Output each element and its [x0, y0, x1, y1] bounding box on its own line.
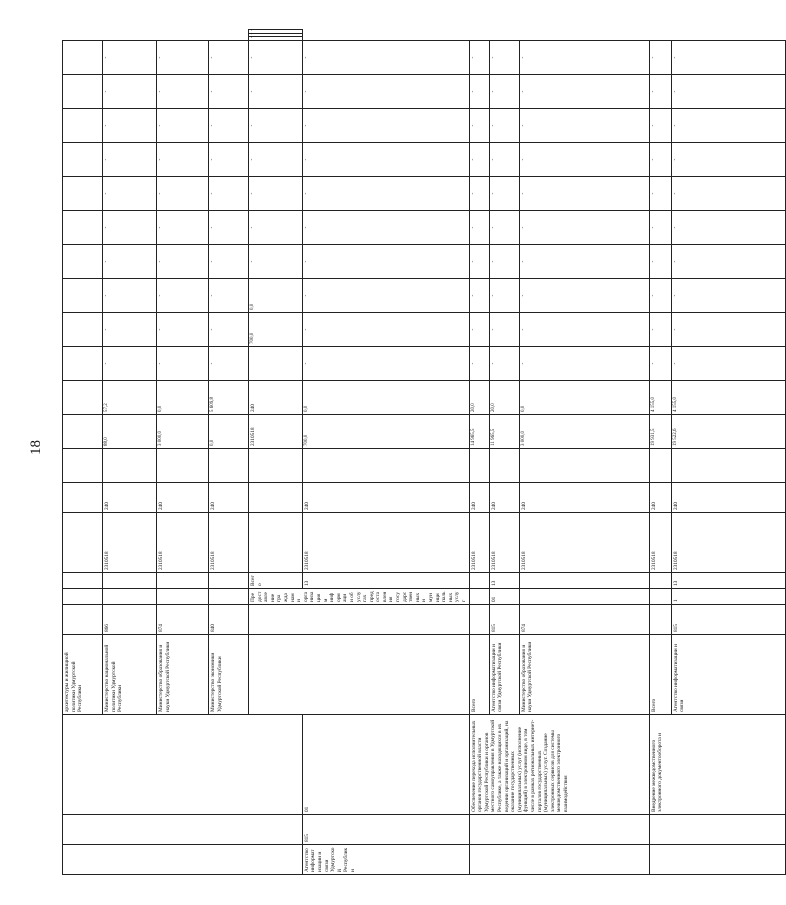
cell-years.4: -: [249, 211, 303, 245]
cell-index: [469, 845, 649, 875]
cell-grbs: [249, 513, 303, 573]
cell-years.5: -: [671, 279, 785, 313]
cell-years.4: -: [671, 313, 785, 347]
cell-years.1: 11 965,5: [489, 415, 519, 449]
cell-cs: [63, 513, 103, 573]
cell-rz: [157, 589, 209, 605]
cell-pr: [519, 573, 649, 589]
cell-years.11: -: [249, 33, 303, 37]
cell-index: [649, 815, 785, 845]
cell-grbs: 866: [103, 605, 157, 635]
cell-index: [649, 845, 785, 875]
cell-grbs: [469, 605, 489, 635]
cell-cs: 2310518: [489, 513, 519, 573]
cell-years.10: -: [249, 37, 303, 41]
cell-vr: 240: [103, 483, 157, 513]
cell-years.2: 57,2: [103, 381, 157, 415]
cell-years.6: -: [469, 245, 489, 279]
cell-years.9: -: [469, 143, 489, 177]
cell-years.8: -: [649, 177, 671, 211]
cell-years.12: -: [519, 41, 649, 75]
cell-years.9: -: [157, 143, 209, 177]
cell-vr: 240: [519, 483, 649, 513]
cell-years.8: -: [302, 177, 469, 211]
cell-rz: [63, 589, 103, 605]
cell-cs: 2310518: [302, 513, 469, 573]
cell-years.11: -: [671, 75, 785, 109]
cell-rz: 1: [671, 589, 785, 605]
page-number: 18: [28, 440, 44, 455]
cell-years.1: 0,0: [209, 415, 249, 449]
cell-years.10: -: [671, 109, 785, 143]
cell-years.5: -: [249, 177, 303, 211]
cell-years.1: 88,0: [103, 415, 157, 449]
cell-rz: [249, 483, 303, 513]
cell-rz: [103, 589, 157, 605]
cell-years.9: -: [302, 143, 469, 177]
cell-years.11: -: [209, 75, 249, 109]
cell-rz: [519, 589, 649, 605]
cell-years.6: -: [209, 245, 249, 279]
cell-years.7: -: [157, 211, 209, 245]
cell-cs: 2310518: [469, 513, 489, 573]
cell-years.3: -: [157, 347, 209, 381]
cell-index: [469, 815, 649, 845]
cell-years.1: 19 522,6: [671, 415, 785, 449]
cell-years.4: -: [519, 313, 649, 347]
cell-years.3: -: [103, 347, 157, 381]
cell-years.12: -: [489, 41, 519, 75]
cell-years.1: 700,0: [249, 313, 303, 347]
cell-years.8: -: [249, 75, 303, 109]
cell-grbs: 874: [157, 605, 209, 635]
cell-years.8: -: [103, 177, 157, 211]
cell-vr: 240: [209, 483, 249, 513]
cell-years.6: -: [157, 245, 209, 279]
cell-years.2: 4 155,0: [671, 381, 785, 415]
cell-years.6: -: [103, 245, 157, 279]
cell-years.5: -: [103, 279, 157, 313]
cell-years.1: 3 000,0: [519, 415, 649, 449]
cell-years.6: -: [489, 245, 519, 279]
cell-years.8: -: [519, 177, 649, 211]
cell-pr: [157, 573, 209, 589]
table-row: [63, 30, 103, 875]
cell-years.12: -: [157, 41, 209, 75]
cell-years.9: -: [519, 143, 649, 177]
cell-years.6: [63, 245, 103, 279]
cell-years.12: -: [302, 41, 469, 75]
cell-measure: Предоставление гражданам и организациям информации об услугах предоставления государственных и муниципальных услуг: [249, 589, 470, 605]
cell-grbs: 815: [671, 605, 785, 635]
cell-years.3: -: [209, 347, 249, 381]
cell-years.7: -: [671, 211, 785, 245]
cell-years.11: -: [103, 75, 157, 109]
cell-vr: 240: [469, 483, 489, 513]
cell-years.10: -: [157, 109, 209, 143]
cell-years.7: -: [103, 211, 157, 245]
cell-years.12: -: [209, 41, 249, 75]
cell-rz: [209, 589, 249, 605]
cell-years.8: [63, 177, 103, 211]
cell-years.4: -: [157, 313, 209, 347]
cell-years.3: -: [671, 347, 785, 381]
cell-years.5: -: [469, 279, 489, 313]
cell-years.5: [63, 279, 103, 313]
cell-years.12: -: [671, 41, 785, 75]
cell-years.7: -: [249, 109, 303, 143]
cell-years.12: -: [649, 41, 671, 75]
cell-rz: [649, 589, 671, 605]
cell-years.8: -: [209, 177, 249, 211]
cell-years.9: -: [649, 143, 671, 177]
cell-years.7: -: [519, 211, 649, 245]
cell-years.3: [63, 347, 103, 381]
cell-cs: 2310518: [519, 513, 649, 573]
cell-pr: [649, 573, 671, 589]
cell-years.3: -: [302, 347, 469, 381]
cell-years.11: -: [649, 75, 671, 109]
cell-years.12: [63, 41, 103, 75]
cell-years.12: -: [103, 41, 157, 75]
cell-years.11: -: [157, 75, 209, 109]
cell-years.0: [103, 449, 157, 483]
cell-years.8: -: [469, 177, 489, 211]
cell-years.2: 0,0: [302, 381, 469, 415]
cell-years.9: [63, 143, 103, 177]
cell-years.10: -: [302, 109, 469, 143]
cell-years.8: -: [157, 177, 209, 211]
cell-years.7: -: [489, 211, 519, 245]
cell-years.2: 0,0: [519, 381, 649, 415]
cell-executor: Министерство образования и науки Удмуртской Республики: [157, 635, 209, 715]
cell-vr: 240: [302, 483, 469, 513]
cell-years.6: -: [671, 245, 785, 279]
cell-years.5: -: [519, 279, 649, 313]
cell-years.0: [671, 449, 785, 483]
cell-index: [63, 845, 303, 875]
cell-cs: 2310518: [209, 513, 249, 573]
cell-grbs: [63, 605, 103, 635]
cell-cs: 2310518: [157, 513, 209, 573]
cell-years.9: -: [489, 143, 519, 177]
cell-vr: 240: [249, 381, 303, 415]
cell-pr: 13: [489, 573, 519, 589]
cell-years.0: [302, 449, 469, 483]
cell-vr: [63, 483, 103, 513]
cell-executor: Агентство информатизации и связи Удмуртской Республики: [302, 845, 469, 875]
cell-years.10: -: [489, 109, 519, 143]
cell-cs: 2310518: [249, 415, 303, 449]
cell-pr: [103, 573, 157, 589]
cell-years.0: [209, 449, 249, 483]
cell-years.10: [63, 109, 103, 143]
cell-pr: [469, 573, 489, 589]
cell-grbs: 815: [489, 605, 519, 635]
cell-vr: 240: [489, 483, 519, 513]
cell-grbs: 840: [209, 605, 249, 635]
cell-years.6: -: [302, 245, 469, 279]
cell-executor: Агентство информатизации и связи Удмуртской Республики: [489, 635, 519, 715]
cell-grbs: 874: [519, 605, 649, 635]
rotated-table-container: [62, 29, 686, 875]
cell-years.2: 0,0: [249, 279, 303, 313]
cell-years.5: -: [209, 279, 249, 313]
cell-years.11: [63, 75, 103, 109]
cell-years.7: [63, 211, 103, 245]
cell-index: [249, 635, 470, 715]
cell-executor: Всего: [249, 573, 303, 589]
cell-executor: Агентство информатизации и связи: [671, 635, 785, 715]
cell-years.1: [63, 415, 103, 449]
cell-years.0: [469, 449, 489, 483]
cell-vr: 240: [649, 483, 671, 513]
cell-years.1: 14 965,5: [469, 415, 489, 449]
cell-years.11: -: [489, 75, 519, 109]
cell-years.4: -: [649, 313, 671, 347]
cell-pr: 13: [671, 573, 785, 589]
cell-executor: Министерство образования и науки Удмуртской Республики: [519, 635, 649, 715]
table-row: [649, 30, 671, 875]
cell-measure: [63, 715, 303, 815]
budget-table: [62, 29, 786, 875]
cell-years.10: -: [519, 109, 649, 143]
cell-vr: 240: [671, 483, 785, 513]
cell-years.6: -: [249, 143, 303, 177]
cell-years.2: 0,0: [157, 381, 209, 415]
cell-rz: [469, 589, 489, 605]
cell-years.0: [63, 449, 103, 483]
cell-years.11: -: [469, 75, 489, 109]
cell-grbs: 815: [302, 815, 469, 845]
cell-pr: 13: [302, 573, 469, 589]
cell-years.10: -: [209, 109, 249, 143]
cell-cs: 2310518: [103, 513, 157, 573]
cell-grbs: [649, 605, 671, 635]
cell-years.5: -: [302, 279, 469, 313]
cell-years.0: [157, 449, 209, 483]
cell-years.7: -: [469, 211, 489, 245]
cell-executor: Министерство экономики Удмуртской Республики: [209, 635, 249, 715]
cell-years.9: -: [671, 143, 785, 177]
cell-years.0: [489, 449, 519, 483]
cell-years.10: -: [649, 109, 671, 143]
cell-years.4: -: [489, 313, 519, 347]
cell-years.3: -: [469, 347, 489, 381]
cell-rz: 01: [489, 589, 519, 605]
cell-index: [249, 605, 470, 635]
cell-years.10: -: [103, 109, 157, 143]
cell-years.1: 3 000,0: [157, 415, 209, 449]
cell-years.4: -: [302, 313, 469, 347]
cell-years.9: -: [209, 143, 249, 177]
cell-executor: Министерство национальной политики Удмуртской Республики: [103, 635, 157, 715]
cell-executor: Всего: [469, 635, 489, 715]
cell-executor: архитектуры и жилищной политики Удмуртской Республики: [63, 635, 103, 715]
cell-years.10: -: [469, 109, 489, 143]
cell-years.0: [519, 449, 649, 483]
cell-years.4: -: [469, 313, 489, 347]
cell-vr: 240: [157, 483, 209, 513]
cell-years.6: -: [519, 245, 649, 279]
cell-pr: [209, 573, 249, 589]
cell-years.0: [249, 347, 303, 381]
cell-years.7: -: [649, 211, 671, 245]
cell-years.5: -: [649, 279, 671, 313]
cell-years.3: -: [249, 245, 303, 279]
cell-years.8: -: [671, 177, 785, 211]
cell-years.2: 4 155,0: [649, 381, 671, 415]
cell-years.0: [649, 449, 671, 483]
cell-years.4: -: [209, 313, 249, 347]
cell-years.3: -: [489, 347, 519, 381]
cell-years.9: -: [103, 143, 157, 177]
cell-years.2: 5 609,8: [209, 381, 249, 415]
cell-years.4: -: [103, 313, 157, 347]
cell-years.5: -: [489, 279, 519, 313]
cell-years.12: -: [469, 41, 489, 75]
cell-years.2: [63, 381, 103, 415]
cell-years.4: [63, 313, 103, 347]
cell-measure: Обеспечение перехода исполнительных органов государственной власти Удмуртской Республики и органов местного самоуправления в Удмуртской Республике, а также находящихся в их ведении организаций и организаций, на оказание государственных (муниципальных) услуг (исполнение функций) в электронном виде, в том числе в рамках региональных интернет-порталов государственных (муниципальных) услуг. Создание электронных сервисов для системы межведомственного электронного взаимодействия: [469, 715, 649, 815]
cell-years.1: 700,0: [302, 415, 469, 449]
cell-years.1: 19 931,5: [649, 415, 671, 449]
table-row: [302, 30, 469, 875]
cell-years.7: -: [302, 211, 469, 245]
cell-pr: [249, 449, 303, 483]
cell-years.6: -: [649, 245, 671, 279]
cell-years.3: -: [649, 347, 671, 381]
cell-years.2: 20,0: [469, 381, 489, 415]
cell-executor: Всего: [649, 635, 671, 715]
cell-years.2: 20,0: [489, 381, 519, 415]
cell-years.12: -: [249, 30, 303, 34]
cell-rz: 01: [302, 715, 469, 815]
cell-years.8: -: [489, 177, 519, 211]
cell-cs: 2310518: [649, 513, 671, 573]
cell-pr: [63, 573, 103, 589]
cell-years.3: -: [519, 347, 649, 381]
cell-cs: 2310518: [671, 513, 785, 573]
cell-years.11: -: [302, 75, 469, 109]
cell-years.5: -: [157, 279, 209, 313]
cell-years.9: -: [249, 41, 303, 75]
cell-measure: Внедрение межведомственного электронного документооборота и: [649, 715, 785, 815]
cell-years.11: -: [519, 75, 649, 109]
cell-years.7: -: [209, 211, 249, 245]
cell-index: [63, 815, 303, 845]
table-row: [469, 30, 489, 875]
